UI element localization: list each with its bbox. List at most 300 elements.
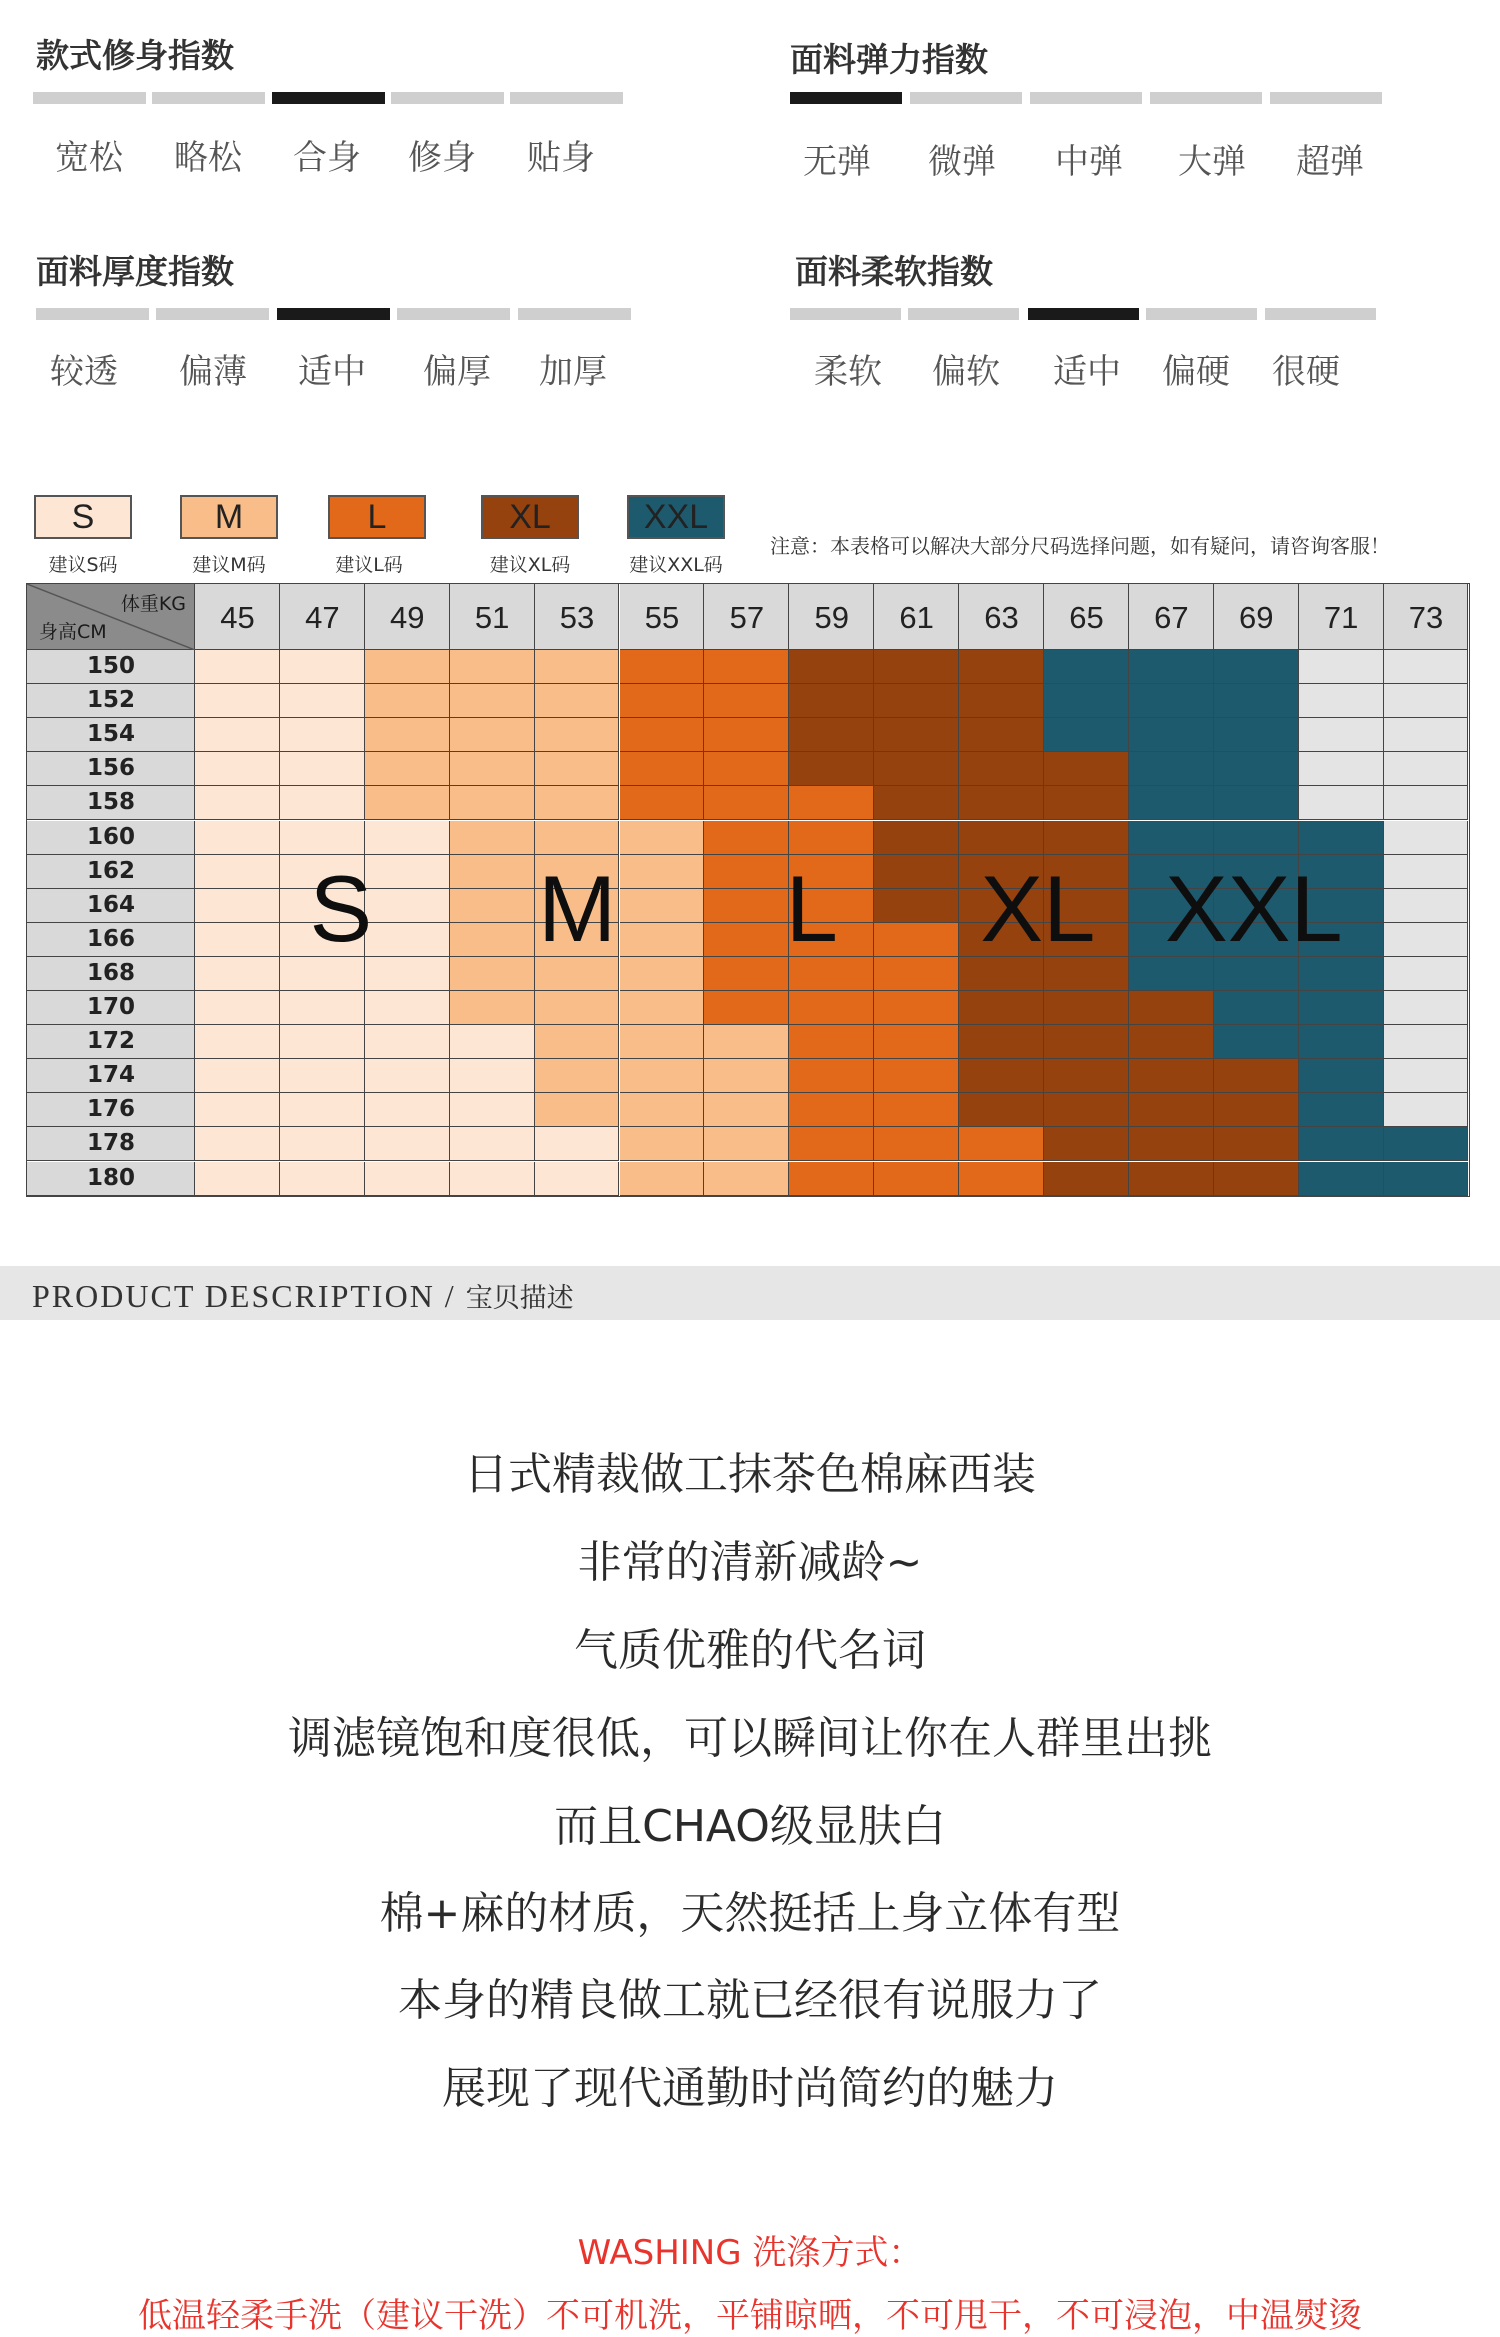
- weight-label: 47: [305, 600, 340, 635]
- washing-instructions: 低温轻柔手洗（建议干洗）不可机洗，平铺晾晒，不可甩干，不可浸泡，中温熨烫: [138, 2296, 1362, 2336]
- size-cell-xxl: [1214, 650, 1299, 684]
- size-cell-xl: [1129, 991, 1214, 1025]
- softness-index-bar-2: [908, 308, 1019, 320]
- size-cell-xl: [1214, 1127, 1299, 1161]
- size-cell-l: [789, 821, 874, 855]
- size-cell-m: [535, 991, 620, 1025]
- size-cell-s: [195, 821, 280, 855]
- size-cell-s: [365, 1059, 450, 1093]
- size-cell-l: [789, 786, 874, 820]
- softness-option-3: 适中: [1053, 352, 1121, 392]
- legend-label-m: 建议M码: [192, 554, 266, 576]
- size-cell-l: [620, 752, 705, 786]
- fit-option-3: 合身: [293, 138, 361, 178]
- size-cell-xl: [1044, 1059, 1129, 1093]
- size-cell-m: [535, 752, 620, 786]
- size-cell-m: [365, 786, 450, 820]
- size-cell-xl: [874, 821, 959, 855]
- size-cell-s: [195, 923, 280, 957]
- size-cell-none: [1384, 650, 1469, 684]
- size-cell-m: [365, 718, 450, 752]
- height-label: 158: [86, 789, 135, 816]
- weight-label: 65: [1069, 600, 1104, 635]
- zone-label-s: S: [309, 856, 373, 962]
- fit-index-bar-5: [510, 92, 623, 104]
- elasticity-index-bar-1: [790, 92, 902, 104]
- size-cell-l: [620, 786, 705, 820]
- size-cell-none: [1384, 923, 1469, 957]
- size-cell-l: [959, 1127, 1044, 1161]
- size-cell-m: [620, 1025, 705, 1059]
- weight-label: 59: [814, 600, 849, 635]
- weight-label: 71: [1323, 600, 1359, 635]
- size-cell-l: [874, 1025, 959, 1059]
- size-cell-none: [1384, 718, 1469, 752]
- size-cell-none: [1299, 684, 1384, 718]
- elasticity-option-2: 微弹: [928, 142, 996, 182]
- size-cell-m: [620, 855, 705, 889]
- size-cell-s: [535, 1127, 620, 1161]
- softness-option-5: 很硬: [1272, 352, 1340, 392]
- fit-option-4: 修身: [408, 138, 476, 178]
- size-cell-m: [704, 1162, 789, 1196]
- elasticity-option-1: 无弹: [803, 142, 871, 182]
- size-cell-m: [450, 855, 535, 889]
- elasticity-option-3: 中弹: [1055, 142, 1123, 182]
- size-cell-m: [450, 991, 535, 1025]
- size-cell-m: [620, 1162, 705, 1196]
- fit-option-2: 略松: [174, 138, 242, 178]
- size-cell-xxl: [1299, 821, 1384, 855]
- fit-index-bar-4: [391, 92, 504, 104]
- size-cell-l: [704, 991, 789, 1025]
- desc-line-4: 调滤镜饱和度很低，可以瞬间让你在人群里出挑: [288, 1713, 1212, 1764]
- size-cell-xxl: [1044, 684, 1129, 718]
- size-cell-m: [535, 650, 620, 684]
- legend-label-xl: 建议XL码: [489, 554, 571, 576]
- size-cell-l: [620, 650, 705, 684]
- size-cell-s: [365, 957, 450, 991]
- size-cell-s: [365, 991, 450, 1025]
- legend-label-xxl: 建议XXL码: [629, 554, 723, 576]
- size-cell-none: [1299, 752, 1384, 786]
- size-cell-l: [620, 684, 705, 718]
- size-cell-m: [704, 1093, 789, 1127]
- size-cell-none: [1384, 684, 1469, 718]
- size-cell-m: [535, 1025, 620, 1059]
- size-cell-m: [450, 786, 535, 820]
- size-cell-xxl: [1299, 1025, 1384, 1059]
- weight-label: 67: [1154, 600, 1189, 635]
- elasticity-index-bar-5: [1270, 92, 1382, 104]
- legend-swatch-l: L: [328, 495, 426, 539]
- size-cell-xl: [1129, 1127, 1214, 1161]
- size-cell-xxl: [1129, 752, 1214, 786]
- size-cell-xl: [959, 786, 1044, 820]
- size-cell-xxl: [1129, 650, 1214, 684]
- size-cell-s: [280, 1093, 365, 1127]
- size-cell-m: [535, 718, 620, 752]
- size-cell-m: [704, 1127, 789, 1161]
- size-cell-xl: [874, 889, 959, 923]
- size-cell-xxl: [1129, 684, 1214, 718]
- size-cell-xl: [874, 752, 959, 786]
- size-cell-m: [535, 684, 620, 718]
- weight-label: 69: [1239, 600, 1274, 635]
- corner-weight-label: 体重KG: [120, 593, 186, 615]
- softness-option-4: 偏硬: [1162, 352, 1230, 392]
- size-cell-xl: [1044, 821, 1129, 855]
- size-cell-none: [1384, 752, 1469, 786]
- softness-option-1: 柔软: [814, 352, 882, 392]
- height-label: 164: [86, 891, 135, 918]
- weight-label: 53: [559, 600, 595, 635]
- size-cell-xl: [1044, 1162, 1129, 1196]
- size-cell-l: [704, 684, 789, 718]
- size-cell-xl: [959, 1059, 1044, 1093]
- size-cell-s: [280, 1025, 365, 1059]
- height-label: 154: [86, 721, 135, 748]
- thickness-index-bar-5: [518, 308, 631, 320]
- size-cell-s: [195, 1093, 280, 1127]
- thickness-option-5: 加厚: [539, 352, 607, 392]
- size-cell-xl: [874, 718, 959, 752]
- size-cell-s: [365, 1093, 450, 1127]
- size-cell-l: [704, 786, 789, 820]
- size-cell-xxl: [1129, 821, 1214, 855]
- size-cell-xl: [789, 718, 874, 752]
- size-cell-s: [195, 1162, 280, 1196]
- size-cell-s: [280, 1059, 365, 1093]
- description-heading-sep: /: [444, 1278, 456, 1314]
- size-cell-xxl: [1214, 786, 1299, 820]
- size-cell-l: [789, 1162, 874, 1196]
- thickness-index-bar-4: [397, 308, 510, 320]
- size-cell-xl: [874, 855, 959, 889]
- height-label: 176: [86, 1096, 135, 1123]
- size-cell-m: [450, 718, 535, 752]
- size-cell-m: [450, 821, 535, 855]
- weight-label: 57: [729, 600, 765, 635]
- size-cell-s: [450, 1127, 535, 1161]
- size-cell-s: [450, 1162, 535, 1196]
- size-cell-xl: [959, 1093, 1044, 1127]
- size-cell-none: [1299, 650, 1384, 684]
- elasticity-index-title: 面料弹力指数: [790, 40, 988, 79]
- size-cell-s: [195, 752, 280, 786]
- size-cell-xl: [874, 786, 959, 820]
- size-cell-none: [1384, 1093, 1469, 1127]
- size-cell-xl: [789, 752, 874, 786]
- size-cell-m: [620, 1059, 705, 1093]
- size-cell-xl: [959, 991, 1044, 1025]
- size-cell-s: [280, 718, 365, 752]
- description-heading: [32, 1276, 574, 1315]
- size-cell-l: [704, 752, 789, 786]
- size-cell-l: [704, 923, 789, 957]
- legend-swatch-xl: XL: [481, 495, 579, 539]
- height-label: 180: [86, 1164, 135, 1191]
- size-cell-xl: [1214, 1093, 1299, 1127]
- height-label: 174: [86, 1062, 135, 1089]
- softness-index-bar-1: [790, 308, 901, 320]
- size-cell-none: [1384, 889, 1469, 923]
- size-cell-s: [195, 991, 280, 1025]
- size-cell-s: [365, 1025, 450, 1059]
- size-cell-xxl: [1214, 718, 1299, 752]
- corner-height-label: 身高CM: [39, 621, 107, 643]
- size-cell-s: [280, 991, 365, 1025]
- size-cell-s: [280, 684, 365, 718]
- size-cell-xl: [1214, 1162, 1299, 1196]
- legend-label-s: 建议S码: [48, 554, 118, 576]
- height-label: 170: [86, 994, 135, 1020]
- size-cell-m: [535, 1093, 620, 1127]
- softness-index-bar-4: [1146, 308, 1257, 320]
- size-cell-s: [195, 684, 280, 718]
- height-label: 150: [86, 653, 135, 679]
- size-cell-xxl: [1044, 718, 1129, 752]
- desc-line-7: 本身的精良做工就已经很有说服力了: [398, 1975, 1102, 2026]
- size-cell-xxl: [1214, 752, 1299, 786]
- size-cell-l: [874, 923, 959, 957]
- size-cell-m: [620, 889, 705, 923]
- softness-option-2: 偏软: [932, 352, 1000, 392]
- thickness-option-3: 适中: [298, 352, 366, 392]
- softness-index-bar-3: [1028, 308, 1139, 320]
- size-cell-s: [450, 1093, 535, 1127]
- size-cell-xl: [959, 821, 1044, 855]
- height-label: 166: [86, 925, 135, 952]
- size-cell-s: [195, 889, 280, 923]
- size-cell-xl: [1044, 1025, 1129, 1059]
- size-cell-s: [535, 1162, 620, 1196]
- size-cell-s: [280, 650, 365, 684]
- size-cell-s: [365, 1162, 450, 1196]
- size-cell-m: [535, 821, 620, 855]
- size-cell-s: [280, 786, 365, 820]
- size-cell-xl: [959, 752, 1044, 786]
- size-cell-l: [704, 821, 789, 855]
- size-cell-none: [1384, 855, 1469, 889]
- size-cell-l: [704, 889, 789, 923]
- size-cell-s: [195, 1059, 280, 1093]
- size-cell-none: [1384, 1059, 1469, 1093]
- size-cell-xl: [874, 650, 959, 684]
- weight-label: 49: [390, 600, 425, 635]
- size-cell-s: [195, 855, 280, 889]
- zone-label-xl: XL: [980, 856, 1096, 962]
- size-cell-xl: [1129, 1162, 1214, 1196]
- size-cell-m: [620, 991, 705, 1025]
- size-cell-s: [280, 1162, 365, 1196]
- size-cell-xl: [1214, 1059, 1299, 1093]
- elasticity-index-bar-4: [1150, 92, 1262, 104]
- size-cell-l: [874, 991, 959, 1025]
- thickness-index-title: 面料厚度指数: [36, 252, 234, 291]
- size-cell-l: [789, 1127, 874, 1161]
- height-label: 156: [86, 755, 135, 782]
- size-cell-m: [450, 923, 535, 957]
- height-label: 160: [86, 823, 135, 850]
- size-cell-l: [959, 1162, 1044, 1196]
- size-cell-l: [620, 718, 705, 752]
- fit-index-bar-3: [272, 92, 385, 104]
- size-cell-s: [450, 1025, 535, 1059]
- fit-index-bar-1: [33, 92, 146, 104]
- size-cell-s: [365, 855, 450, 889]
- size-cell-l: [704, 957, 789, 991]
- size-cell-xxl: [1129, 786, 1214, 820]
- size-cell-s: [365, 821, 450, 855]
- elasticity-option-5: 超弹: [1296, 142, 1364, 182]
- size-cell-s: [365, 923, 450, 957]
- size-chart: [26, 583, 1470, 1197]
- size-cell-l: [874, 1127, 959, 1161]
- zone-label-l: L: [785, 856, 838, 962]
- size-cell-xxl: [1299, 1127, 1384, 1161]
- size-cell-m: [450, 889, 535, 923]
- size-cell-l: [789, 991, 874, 1025]
- size-cell-s: [280, 821, 365, 855]
- size-cell-m: [620, 821, 705, 855]
- elasticity-index-bar-3: [1030, 92, 1142, 104]
- weight-label: 45: [220, 600, 255, 635]
- size-cell-xl: [1129, 1093, 1214, 1127]
- description-heading-cn: 宝贝描述: [465, 1283, 574, 1314]
- size-cell-m: [450, 684, 535, 718]
- size-cell-none: [1384, 821, 1469, 855]
- size-cell-m: [620, 957, 705, 991]
- size-cell-s: [365, 1127, 450, 1161]
- size-cell-xl: [959, 684, 1044, 718]
- description-heading-en: PRODUCT DESCRIPTION: [32, 1278, 435, 1314]
- size-cell-m: [365, 650, 450, 684]
- size-cell-m: [704, 1025, 789, 1059]
- elasticity-index-bar-2: [910, 92, 1022, 104]
- size-cell-s: [280, 752, 365, 786]
- size-cell-l: [789, 1093, 874, 1127]
- thickness-option-4: 偏厚: [423, 352, 491, 392]
- table-corner: [27, 584, 195, 650]
- size-cell-none: [1299, 786, 1384, 820]
- weight-label: 55: [644, 600, 680, 635]
- size-cell-xxl: [1214, 821, 1299, 855]
- size-cell-xl: [1044, 1093, 1129, 1127]
- weight-label: 63: [984, 600, 1019, 635]
- size-cell-none: [1299, 718, 1384, 752]
- softness-index-title: 面料柔软指数: [795, 252, 993, 291]
- size-cell-m: [704, 1059, 789, 1093]
- fit-option-1: 宽松: [55, 138, 123, 178]
- size-cell-xxl: [1044, 650, 1129, 684]
- size-cell-xxl: [1214, 684, 1299, 718]
- thickness-index-bar-3: [277, 308, 390, 320]
- fit-option-5: 贴身: [527, 138, 595, 178]
- size-cell-m: [620, 923, 705, 957]
- size-note: 注意：本表格可以解决大部分尺码选择问题，如有疑问，请咨询客服！: [770, 534, 1390, 558]
- size-cell-m: [620, 1093, 705, 1127]
- height-label: 172: [86, 1028, 135, 1055]
- size-cell-xl: [959, 718, 1044, 752]
- height-label: 152: [86, 687, 135, 714]
- size-cell-none: [1384, 786, 1469, 820]
- size-cell-xxl: [1299, 1162, 1384, 1196]
- size-cell-xxl: [1299, 991, 1384, 1025]
- desc-line-1: 日式精裁做工抹茶色棉麻西装: [464, 1449, 1036, 1500]
- size-cell-l: [789, 1025, 874, 1059]
- size-cell-l: [704, 855, 789, 889]
- legend-swatch-s: S: [34, 495, 132, 539]
- size-cell-s: [195, 786, 280, 820]
- desc-line-5: 而且CHAO级显肤白: [554, 1801, 946, 1852]
- thickness-index-bar-1: [36, 308, 149, 320]
- fit-index-title: 款式修身指数: [36, 36, 234, 75]
- size-cell-none: [1384, 1025, 1469, 1059]
- thickness-option-1: 较透: [50, 352, 118, 392]
- legend-label-l: 建议L码: [335, 554, 403, 576]
- size-cell-s: [195, 650, 280, 684]
- zone-label-m: M: [538, 856, 617, 962]
- size-cell-s: [195, 1025, 280, 1059]
- size-cell-xxl: [1214, 1025, 1299, 1059]
- washing-title: WASHING 洗涤方式：: [577, 2233, 923, 2273]
- size-cell-xl: [874, 684, 959, 718]
- size-cell-none: [1384, 957, 1469, 991]
- size-cell-xxl: [1299, 1093, 1384, 1127]
- size-cell-xl: [959, 650, 1044, 684]
- desc-line-3: 气质优雅的代名词: [574, 1625, 926, 1676]
- size-cell-l: [704, 650, 789, 684]
- size-cell-xl: [1044, 1127, 1129, 1161]
- height-label: 168: [86, 959, 135, 986]
- desc-line-2: 非常的清新减龄~: [577, 1537, 923, 1588]
- size-cell-m: [450, 752, 535, 786]
- weight-label: 61: [899, 600, 934, 635]
- size-cell-m: [620, 1127, 705, 1161]
- size-cell-m: [535, 786, 620, 820]
- size-cell-m: [535, 1059, 620, 1093]
- height-label: 162: [86, 857, 135, 884]
- legend-swatch-m: M: [180, 495, 278, 539]
- size-cell-xl: [959, 1025, 1044, 1059]
- size-cell-l: [874, 1059, 959, 1093]
- size-cell-xxl: [1299, 1059, 1384, 1093]
- size-cell-s: [195, 957, 280, 991]
- desc-line-8: 展现了现代通勤时尚简约的魅力: [442, 2063, 1058, 2114]
- size-cell-s: [195, 718, 280, 752]
- size-cell-s: [280, 1127, 365, 1161]
- size-cell-s: [450, 1059, 535, 1093]
- thickness-option-2: 偏薄: [179, 352, 247, 392]
- desc-line-6: 棉+麻的材质，天然挺括上身立体有型: [379, 1888, 1121, 1939]
- size-cell-xl: [1044, 752, 1129, 786]
- legend-swatch-xxl: XXL: [627, 495, 725, 539]
- size-cell-xl: [789, 650, 874, 684]
- size-cell-xl: [1044, 991, 1129, 1025]
- size-cell-s: [195, 1127, 280, 1161]
- thickness-index-bar-2: [156, 308, 269, 320]
- size-cell-l: [789, 1059, 874, 1093]
- height-label: 178: [86, 1130, 135, 1157]
- size-cell-xl: [1129, 1059, 1214, 1093]
- weight-label: 73: [1408, 600, 1444, 635]
- size-cell-m: [365, 752, 450, 786]
- size-cell-xxl: [1129, 718, 1214, 752]
- size-cell-xl: [1129, 1025, 1214, 1059]
- size-cell-xxl: [1214, 991, 1299, 1025]
- size-cell-m: [365, 684, 450, 718]
